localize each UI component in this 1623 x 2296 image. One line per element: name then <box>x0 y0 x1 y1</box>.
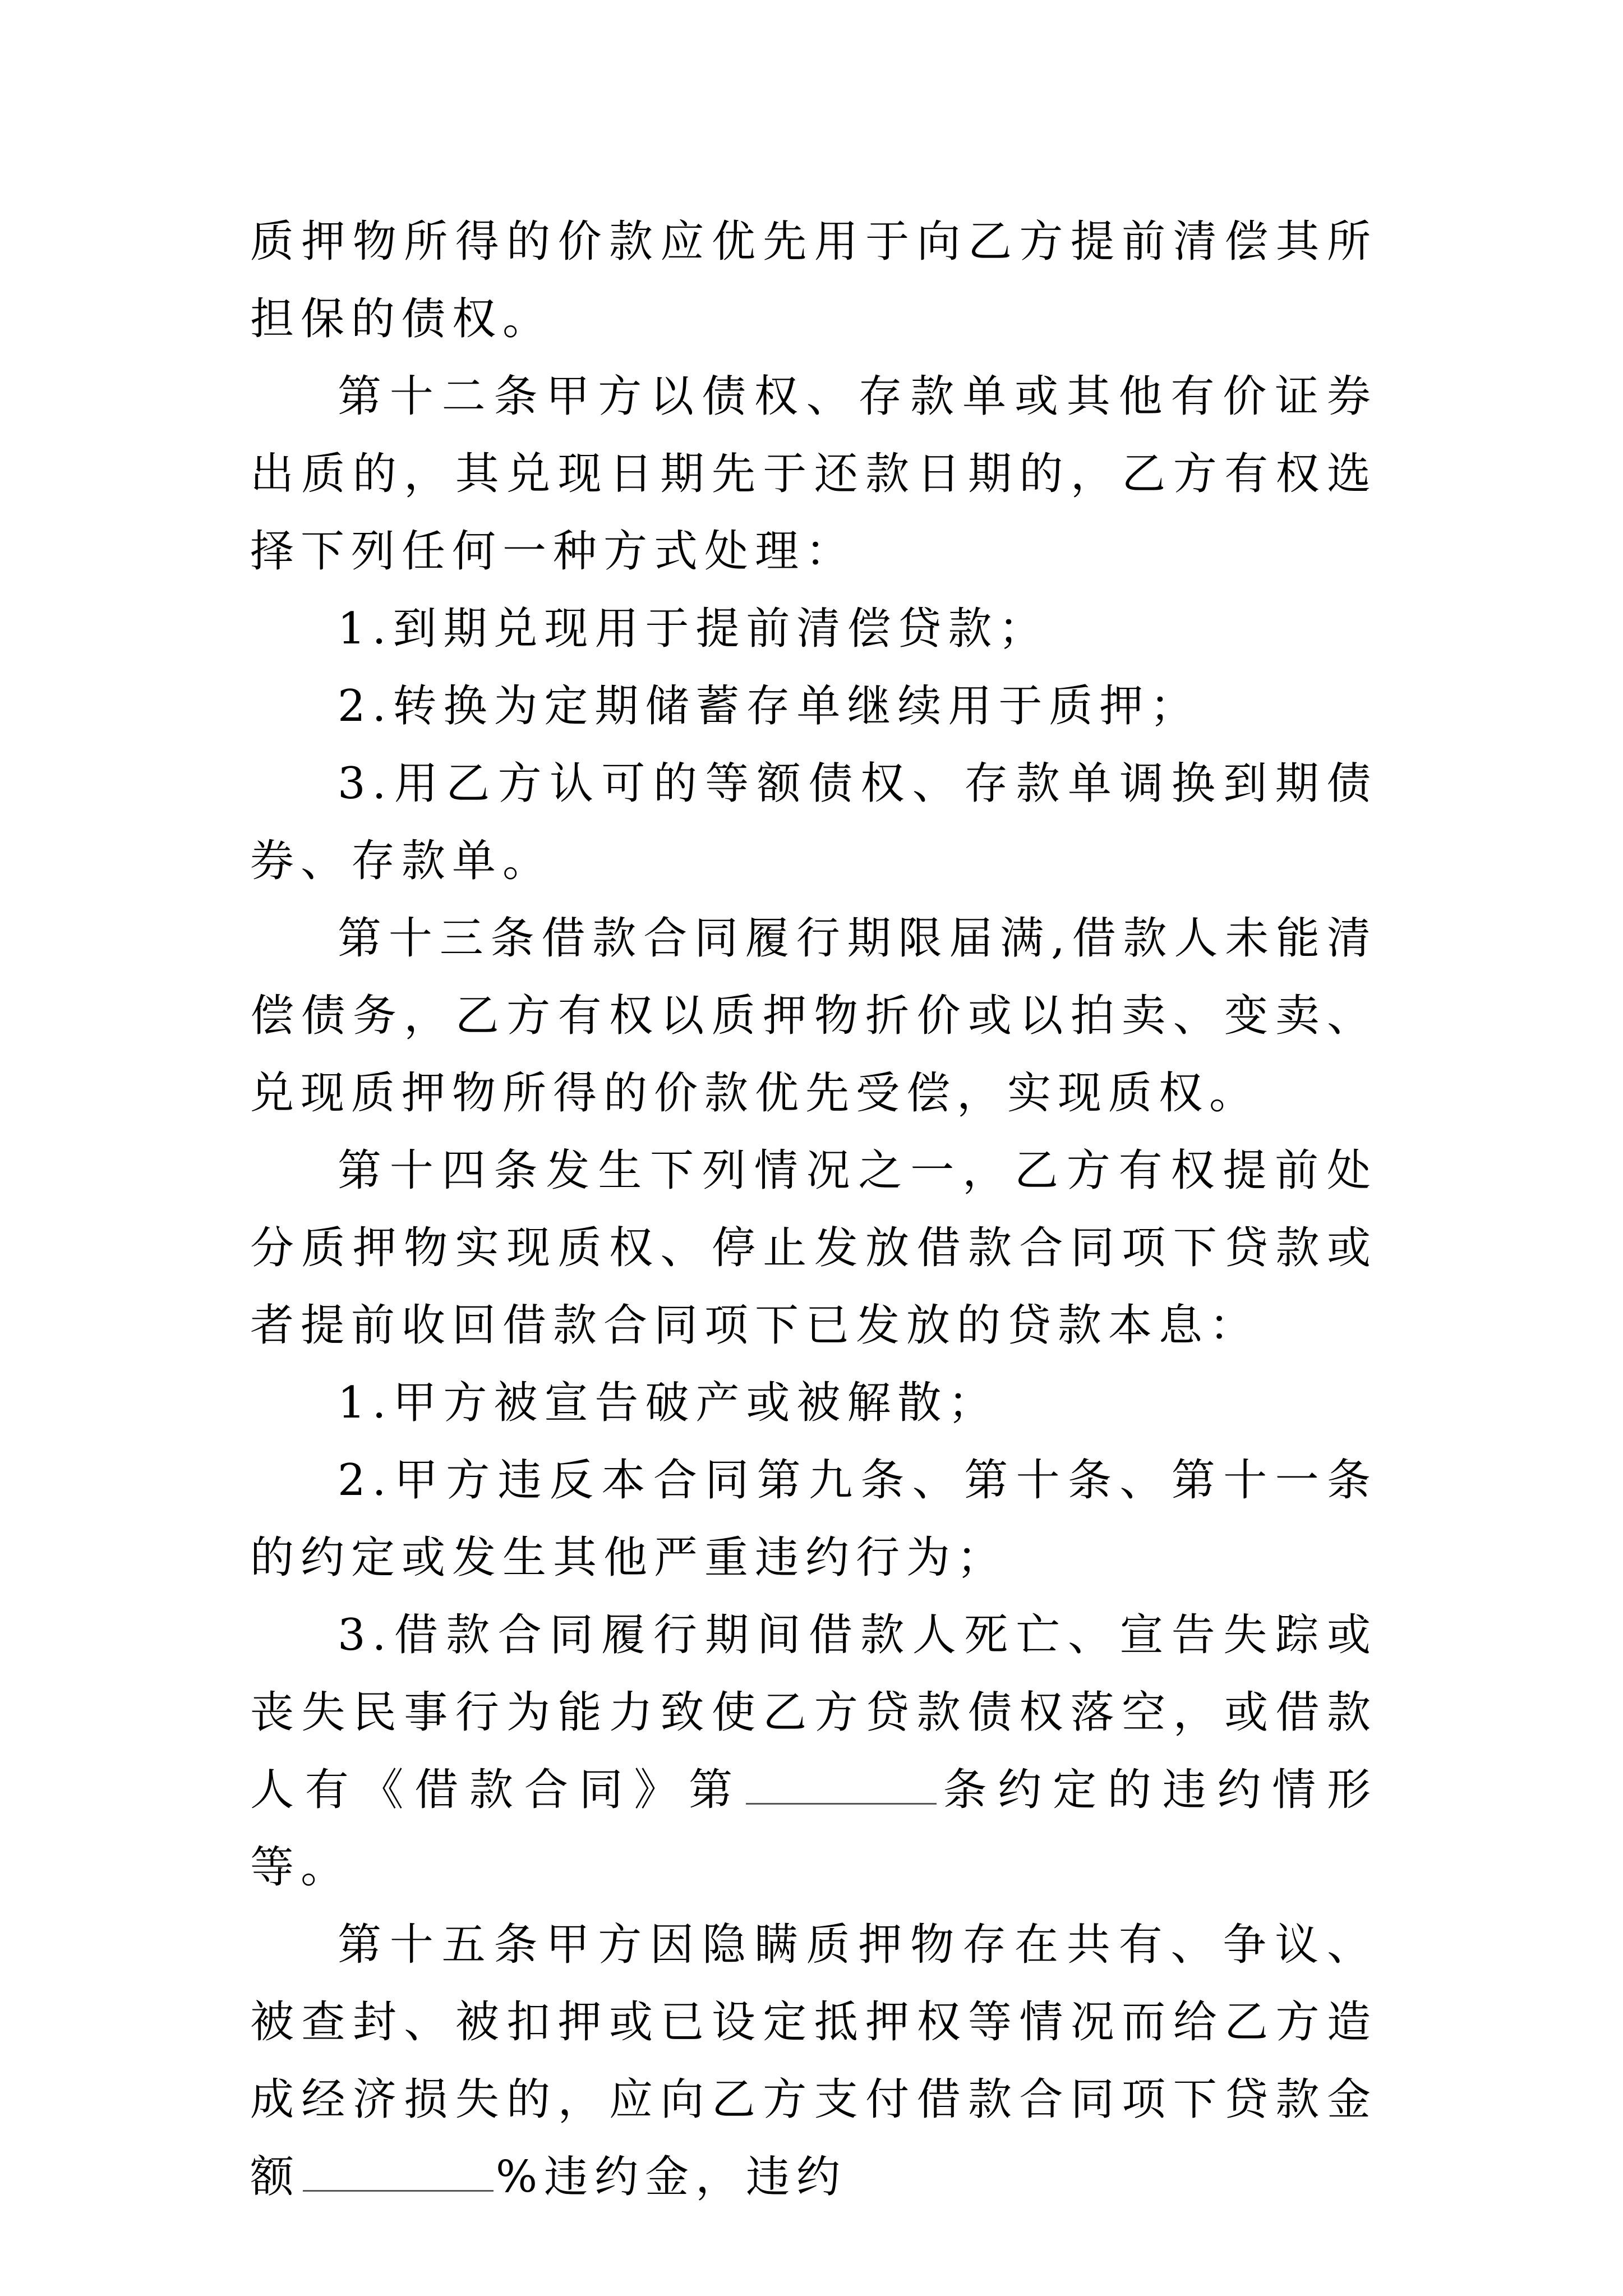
paragraph-article-15 <box>250 1906 1377 2216</box>
paragraph-text-before-blank: 3.借款合同履行期间借款人死亡、宣告失踪或丧失民事行为能力致使乙方贷款债权落空，或借款人有《借款合同》第 <box>250 1610 1377 1815</box>
paragraph-article-14-item-2: 2.甲方违反本合同第九条、第十条、第十一条的约定或发生其他严重违约行为； <box>250 1455 1377 1583</box>
paragraph-text-before-blank: 第十五条甲方因隐瞒质押物存在共有、争议、被查封、被扣押或已设定抵押权等情况而给乙方造成经济损失的，应向乙方支付借款合同项下贷款金额 <box>250 1920 1377 2202</box>
paragraph-article-12-item-1: 1.到期兑现用于提前清偿贷款； <box>338 604 1049 654</box>
document-body <box>250 203 1377 2216</box>
paragraph-article-12-item-2: 2.转换为定期储蓄存单继续用于质押； <box>338 681 1201 731</box>
paragraph-text-after-blank: 条约定的违约情形等。 <box>250 1765 1377 1893</box>
paragraph-article-14-item-1: 1.甲方被宣告破产或被解散； <box>338 1378 999 1428</box>
paragraph-article-14: 第十四条发生下列情况之一，乙方有权提前处分质押物实现质权、停止发放借款合同项下贷款或者提前收回借款合同项下已发放的贷款本息： <box>250 1145 1377 1351</box>
paragraph-text-after-blank: %违约金，违约 <box>496 2152 847 2202</box>
paragraph-article-14-item-3 <box>250 1596 1377 1906</box>
paragraph-article-12-item-3: 3.用乙方认可的等额债权、存款单调换到期债券、存款单。 <box>250 758 1377 886</box>
paragraph-article-13: 第十三条借款合同履行期限届满,借款人未能清偿债务，乙方有权以质押物折价或以拍卖、变卖、兑现质押物所得的价款优先受偿，实现质权。 <box>250 913 1377 1119</box>
paragraph-continuation: 质押物所得的价款应优先用于向乙方提前清偿其所担保的债权。 <box>250 217 1377 344</box>
fill-in-blank-line <box>303 2189 494 2192</box>
fill-in-blank-line <box>746 1802 937 1805</box>
paragraph-article-12: 第十二条甲方以债权、存款单或其他有价证券出质的，其兑现日期先于还款日期的，乙方有权选择下列任何一种方式处理： <box>250 371 1377 577</box>
